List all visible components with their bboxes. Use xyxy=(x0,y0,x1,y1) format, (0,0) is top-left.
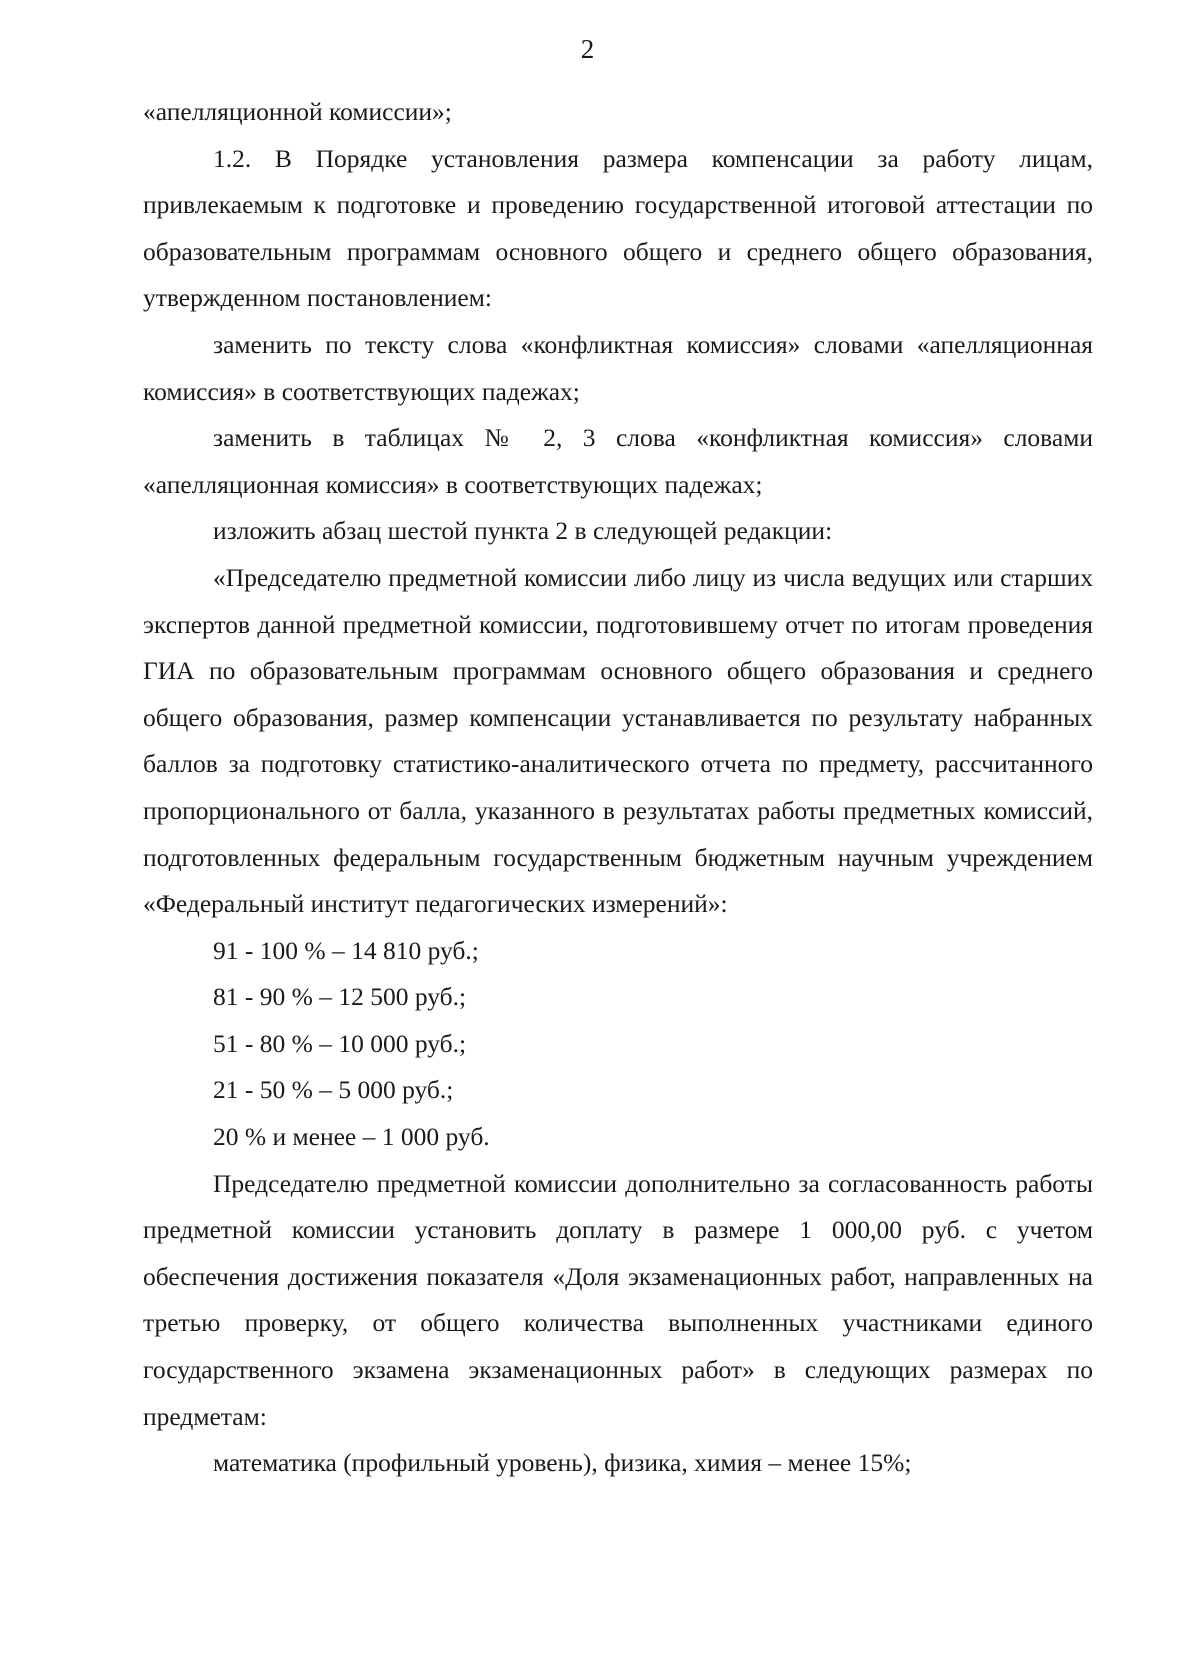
paragraph-section-1-2: 1.2. В Порядке установления размера компенсации за работу лицам, привлекаемым к подготовке и проведению государственной итоговой аттестации по образовательным программам основного общего и среднего общего образования, утвержденном постановлением: xyxy=(143,143,1093,313)
paragraph-quoted-rule: «Председателю предметной комиссии либо лицу из числа ведущих или старших экспертов данной предметной комиссии, подготовившему отчет по итогам проведения ГИА по образовательным программам основного общего образования и среднего общего образования, размер компенсации устанавливается по результату набранных баллов за подготовку статистико-аналитического отчета по предмету, рассчитанного пропорционального от балла, указанного в результатах работы предметных комиссий, подготовленных федеральным государственным бюджетным научным учреждением «Федеральный институт педагогических измерений»: xyxy=(143,562,1093,919)
paragraph-replace-tables: заменить в таблицах № 2, 3 слова «конфликтная комиссия» словами «апелляционная комиссия» в соответствующих падежах; xyxy=(143,423,1093,499)
paragraph-continuation: «апелляционной комиссии»; xyxy=(143,97,452,126)
list-item: 21 - 50 % – 5 000 руб.; xyxy=(213,1075,454,1105)
paragraph-chairman-bonus: Председателю предметной комиссии дополнительно за согласованность работы предметной комиссии установить доплату в размере 1 000,00 руб. с учетом обеспечения достижения показателя «Доля экзаменационных работ, направленных на третью проверку, от общего количества выполненных участниками единого государственного экзамена экзаменационных работ» в следующих размерах по предметам: xyxy=(143,1168,1093,1431)
list-item: 91 - 100 % – 14 810 руб.; xyxy=(213,935,479,965)
list-item: 20 % и менее – 1 000 руб. xyxy=(213,1122,490,1152)
list-item: 51 - 80 % – 10 000 руб.; xyxy=(213,1028,467,1058)
document-body xyxy=(143,89,1093,1487)
page-number: 2 xyxy=(580,34,595,64)
paragraph-restate-intro: изложить абзац шестой пункта 2 в следующей редакции: xyxy=(213,516,833,546)
paragraph-subjects: математика (профильный уровень), физика, химия – менее 15%; xyxy=(213,1448,912,1478)
list-item: 81 - 90 % – 12 500 руб.; xyxy=(213,982,467,1012)
paragraph-replace-text: заменить по тексту слова «конфликтная комиссия» словами «апелляционная комиссия» в соответствующих падежах; xyxy=(143,329,1093,406)
